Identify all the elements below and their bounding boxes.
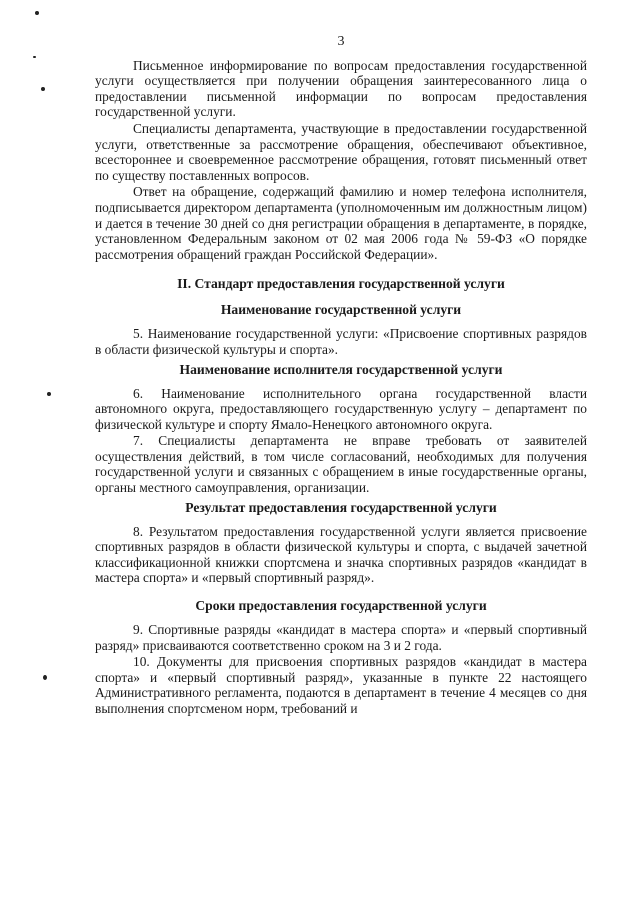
paragraph-10: 10. Документы для присвоения спортивных разрядов «кандидат в мастера спорта» и «первый спортивный разряд», указанные в пункте 22 настоящего Административного регламента, подаются в департамент в течение 4 месяцев со дня выполнения спортсменом норм, требований и — [95, 654, 587, 716]
section-title: II. Стандарт предоставления государственной услуги — [177, 276, 505, 292]
heading-terms: Сроки предоставления государственной услуги — [195, 598, 487, 614]
scan-mark — [41, 87, 45, 91]
heading-executor: Наименование исполнителя государственной услуги — [179, 361, 503, 377]
paragraph-specialists: Специалисты департамента, участвующие в предоставлении государственной услуги, ответственные за рассмотрение обращения, обеспечивают объективное, всестороннее и своевременное рассмотрение обращения, готовят письменный ответ по существу поставленных вопросов. — [95, 120, 587, 183]
paragraph-5: 5. Наименование государственной услуги: «Присвоение спортивных разрядов в области физической культуры и спорта». — [95, 326, 587, 357]
paragraph-8: 8. Результатом предоставления государственной услуги является присвоение спортивных разрядов в области физической культуры и спорта, с выдачей зачетной классификационной книжки спортсмена и значка спортивных разрядов «кандидат в мастера спорта» и «первый спортивный разряд». — [95, 523, 587, 586]
scan-mark — [33, 56, 36, 58]
paragraph-written-info: Письменное информирование по вопросам предоставления государственной услуги осуществляется при получении обращения заинтересованного лица о предоставлении письменной информации по вопросам предоставления государственной услуги. — [95, 57, 587, 120]
heading-result: Результат предоставления государственной услуги — [185, 499, 497, 515]
scan-mark — [35, 11, 39, 15]
heading-service-name: Наименование государственной услуги — [220, 302, 462, 318]
document-page — [95, 34, 587, 717]
paragraph-9: 9. Спортивные разряды «кандидат в мастера спорта» и «первый спортивный разряд» присваиваются соответственно сроком на 3 и 2 года. — [95, 622, 587, 653]
page-number: 3 — [337, 34, 345, 49]
paragraph-7: 7. Специалисты департамента не вправе требовать от заявителей осуществления действий, в том числе согласований, необходимых для получения государственной услуги и связанных с обращением в иные государственные органы, органы местного самоуправления, организации. — [95, 433, 587, 496]
scan-mark — [43, 675, 47, 680]
paragraph-6: 6. Наименование исполнительного органа государственной власти автономного округа, предоставляющего государственную услугу – департамент по физической культуре и спорту Ямало-Ненецкого автономного округа. — [95, 385, 587, 432]
paragraph-answer: Ответ на обращение, содержащий фамилию и номер телефона исполнителя, подписывается директором департамента (уполномоченным им должностным лицом) и дается в течение 30 дней со дня регистрации обращения в департаменте, в порядке, установленном Федеральным законом от 02 мая 2006 года № 59-ФЗ «О порядке рассмотрения обращений граждан Российской Федерации». — [95, 184, 587, 262]
scan-mark — [47, 392, 51, 396]
